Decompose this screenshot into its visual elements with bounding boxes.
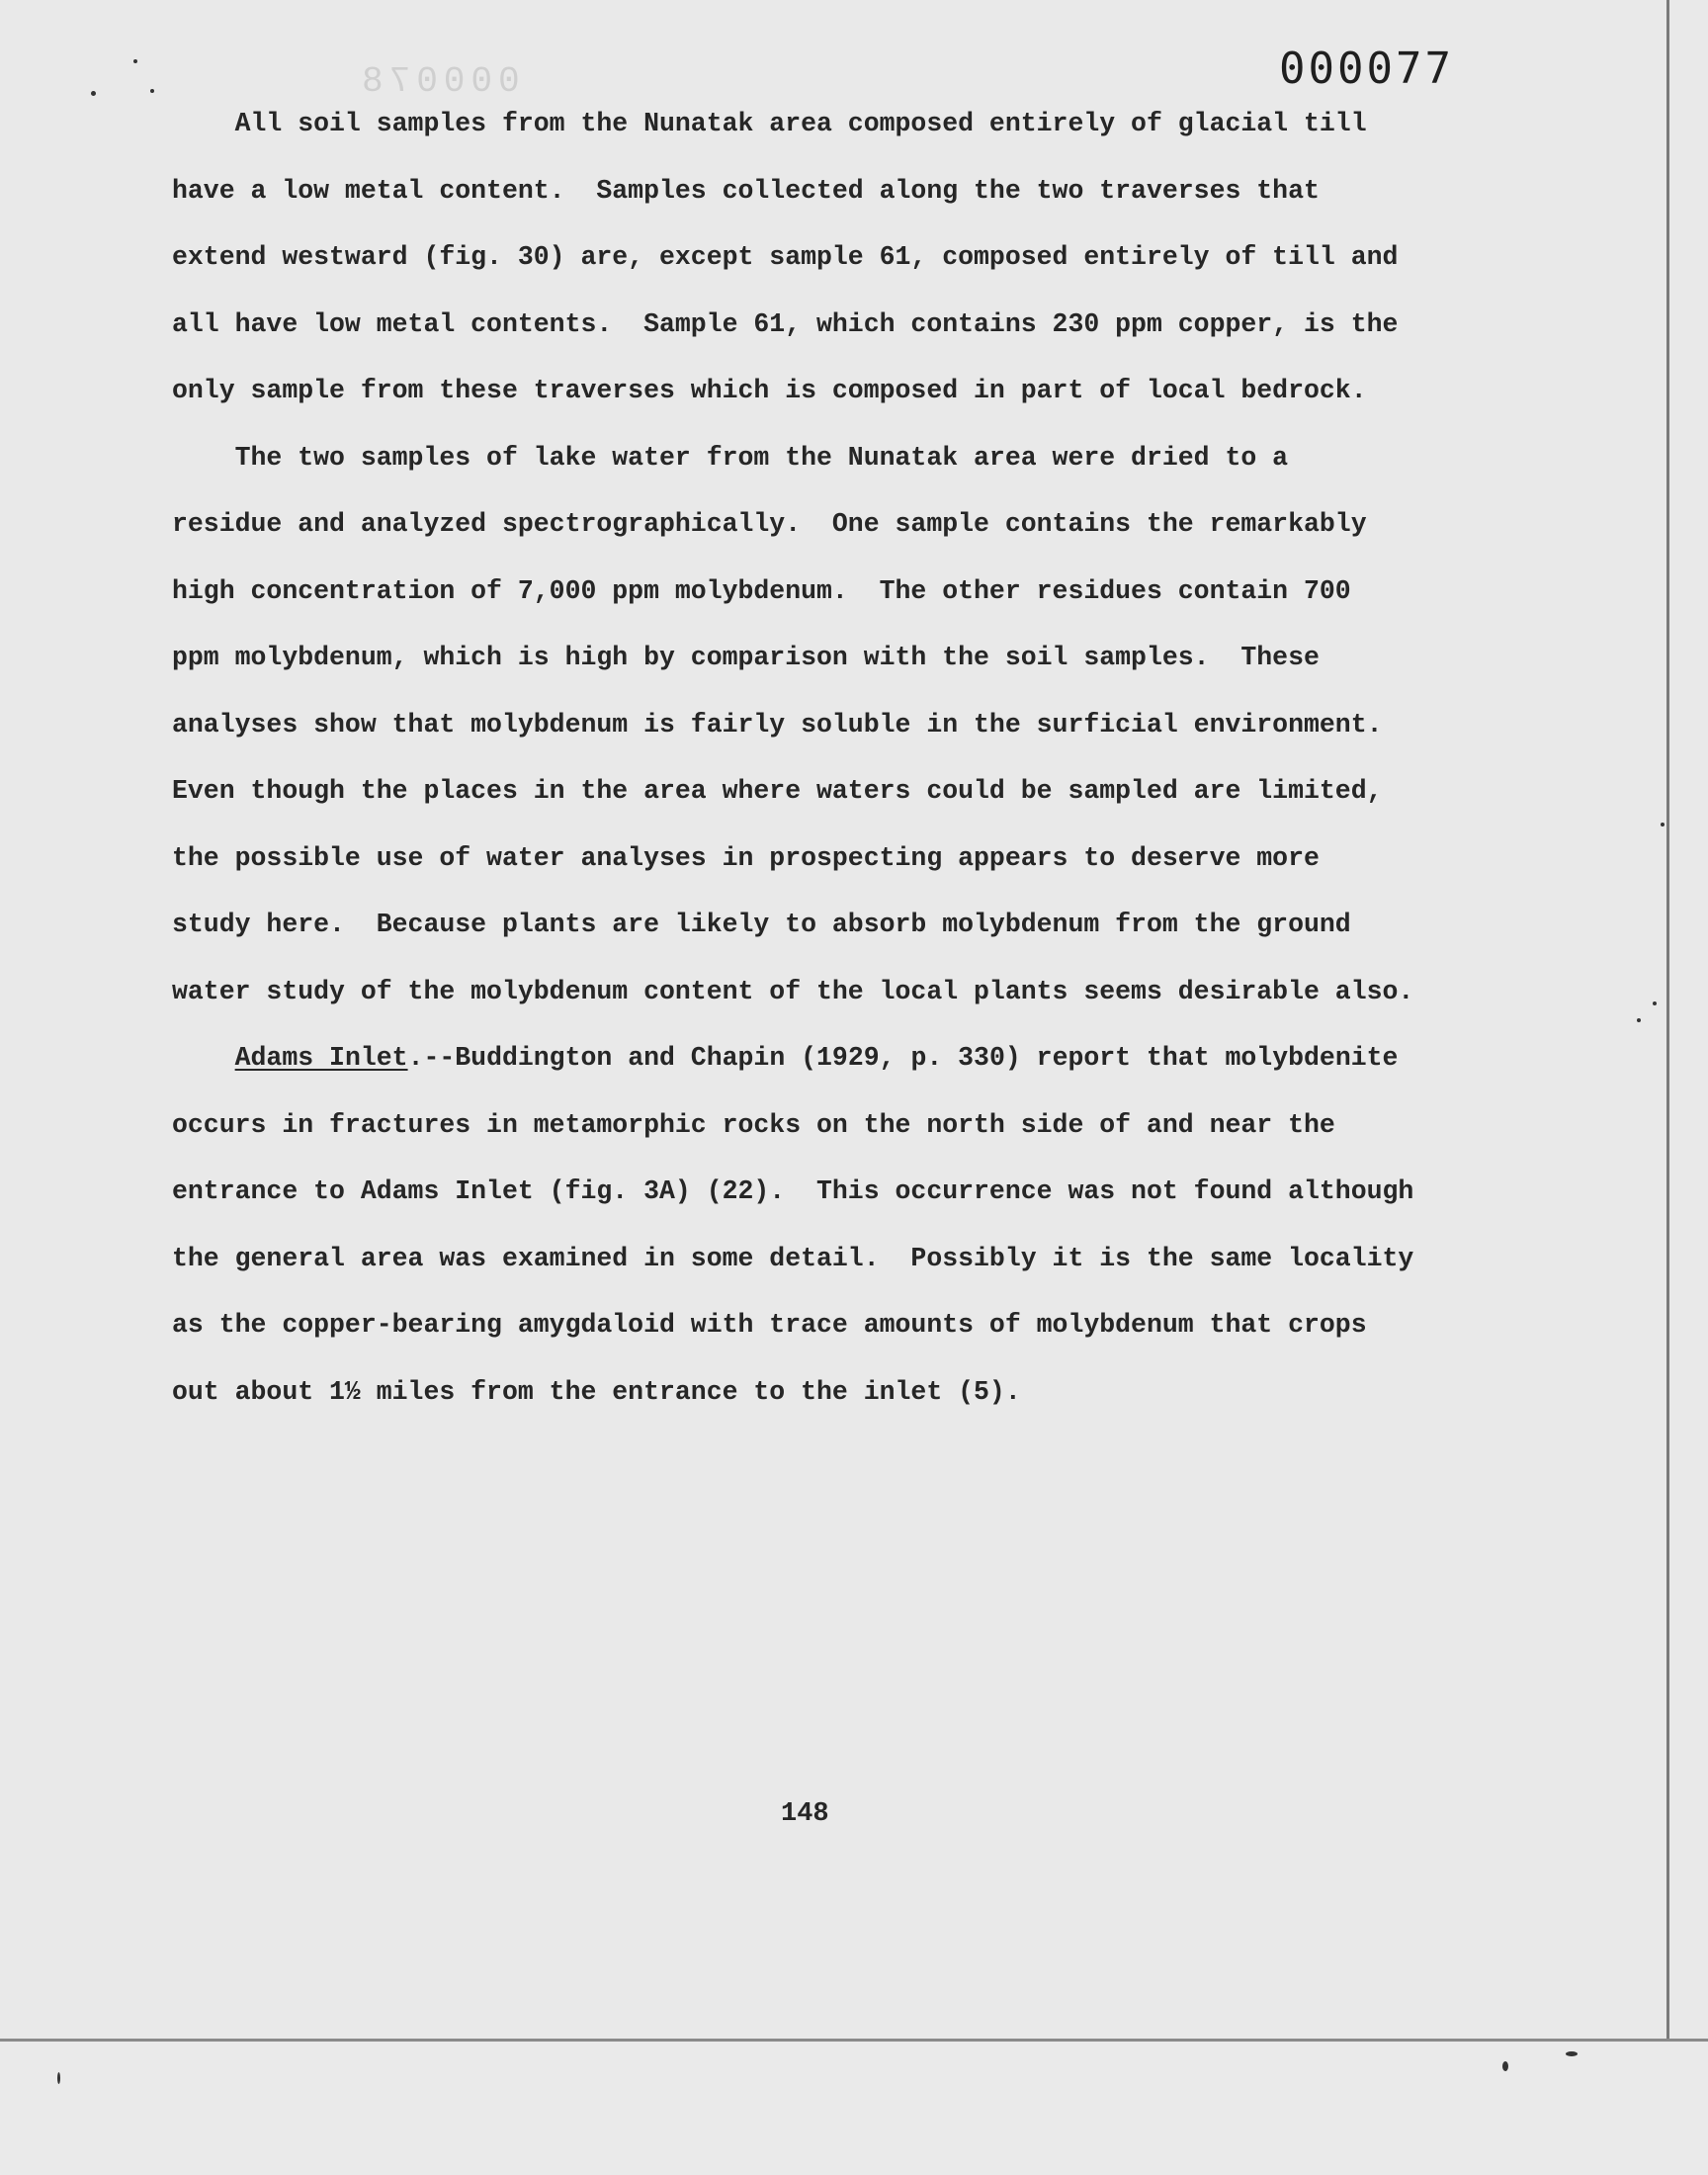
text-line: water study of the molybdenum content of the local plants seems desirable also. <box>172 976 1414 1006</box>
text-line: study here. Because plants are likely to absorb molybdenum from the ground <box>172 910 1351 939</box>
text-line: ppm molybdenum, which is high by comparison with the soil samples. These <box>172 643 1320 672</box>
text-line: extend westward (fig. 30) are, except sample 61, composed entirely of till and <box>172 242 1399 272</box>
scan-speck <box>1502 2061 1508 2071</box>
scan-margin <box>0 2042 1708 2175</box>
bleed-through-number: 000078 <box>356 61 520 102</box>
text-line: residue and analyzed spectrographically. One sample contains the remarkably <box>172 509 1367 539</box>
scan-speck <box>133 59 137 63</box>
page-number: 148 <box>781 1799 829 1829</box>
text-line: analyses show that molybdenum is fairly soluble in the surficial environment. <box>172 709 1383 740</box>
text-line: Even though the places in the area where waters could be sampled are limited, <box>172 776 1383 806</box>
text-line: the general area was examined in some detail. Possibly it is the same locality <box>172 1243 1414 1273</box>
scan-edge-right <box>1666 0 1669 2056</box>
text-line: have a low metal content. Samples collected along the two traverses that <box>172 175 1320 206</box>
text-line: All soil samples from the Nunatak area composed entirely of glacial till <box>172 109 1367 138</box>
text-line: The two samples of lake water from the Nunatak area were dried to a <box>172 442 1289 473</box>
text-line: only sample from these traverses which is composed in part of local bedrock. <box>172 376 1367 405</box>
scan-speck <box>1566 2051 1578 2056</box>
text-line: as the copper-bearing amygdaloid with trace amounts of molybdenum that crops <box>172 1310 1367 1340</box>
scan-speck <box>150 89 154 93</box>
text-line: out about 1½ miles from the entrance to the inlet (5). <box>172 1376 1021 1407</box>
text-line: entrance to Adams Inlet (fig. 3A) (22). This occurrence was not found although <box>172 1176 1414 1206</box>
scan-speck <box>1637 1018 1641 1022</box>
text-line: occurs in fractures in metamorphic rocks on the north side of and near the <box>172 1109 1335 1140</box>
text-line: high concentration of 7,000 ppm molybdenum. The other residues contain 700 <box>172 575 1351 606</box>
document-body <box>172 91 1496 1426</box>
scan-speck <box>57 2072 60 2084</box>
heading-continuation: .--Buddington and Chapin (1929, p. 330) report that molybdenite <box>407 1043 1399 1073</box>
text-line: all have low metal contents. Sample 61, which contains 230 ppm copper, is the <box>172 308 1399 339</box>
scan-speck <box>91 91 96 96</box>
text-line-heading <box>172 1025 1496 1092</box>
text-line: the possible use of water analyses in prospecting appears to deserve more <box>172 842 1320 873</box>
section-heading: Adams Inlet <box>234 1043 408 1073</box>
document-number: 000077 <box>1279 44 1454 94</box>
scan-speck <box>1661 823 1665 826</box>
scan-speck <box>1653 1001 1657 1005</box>
